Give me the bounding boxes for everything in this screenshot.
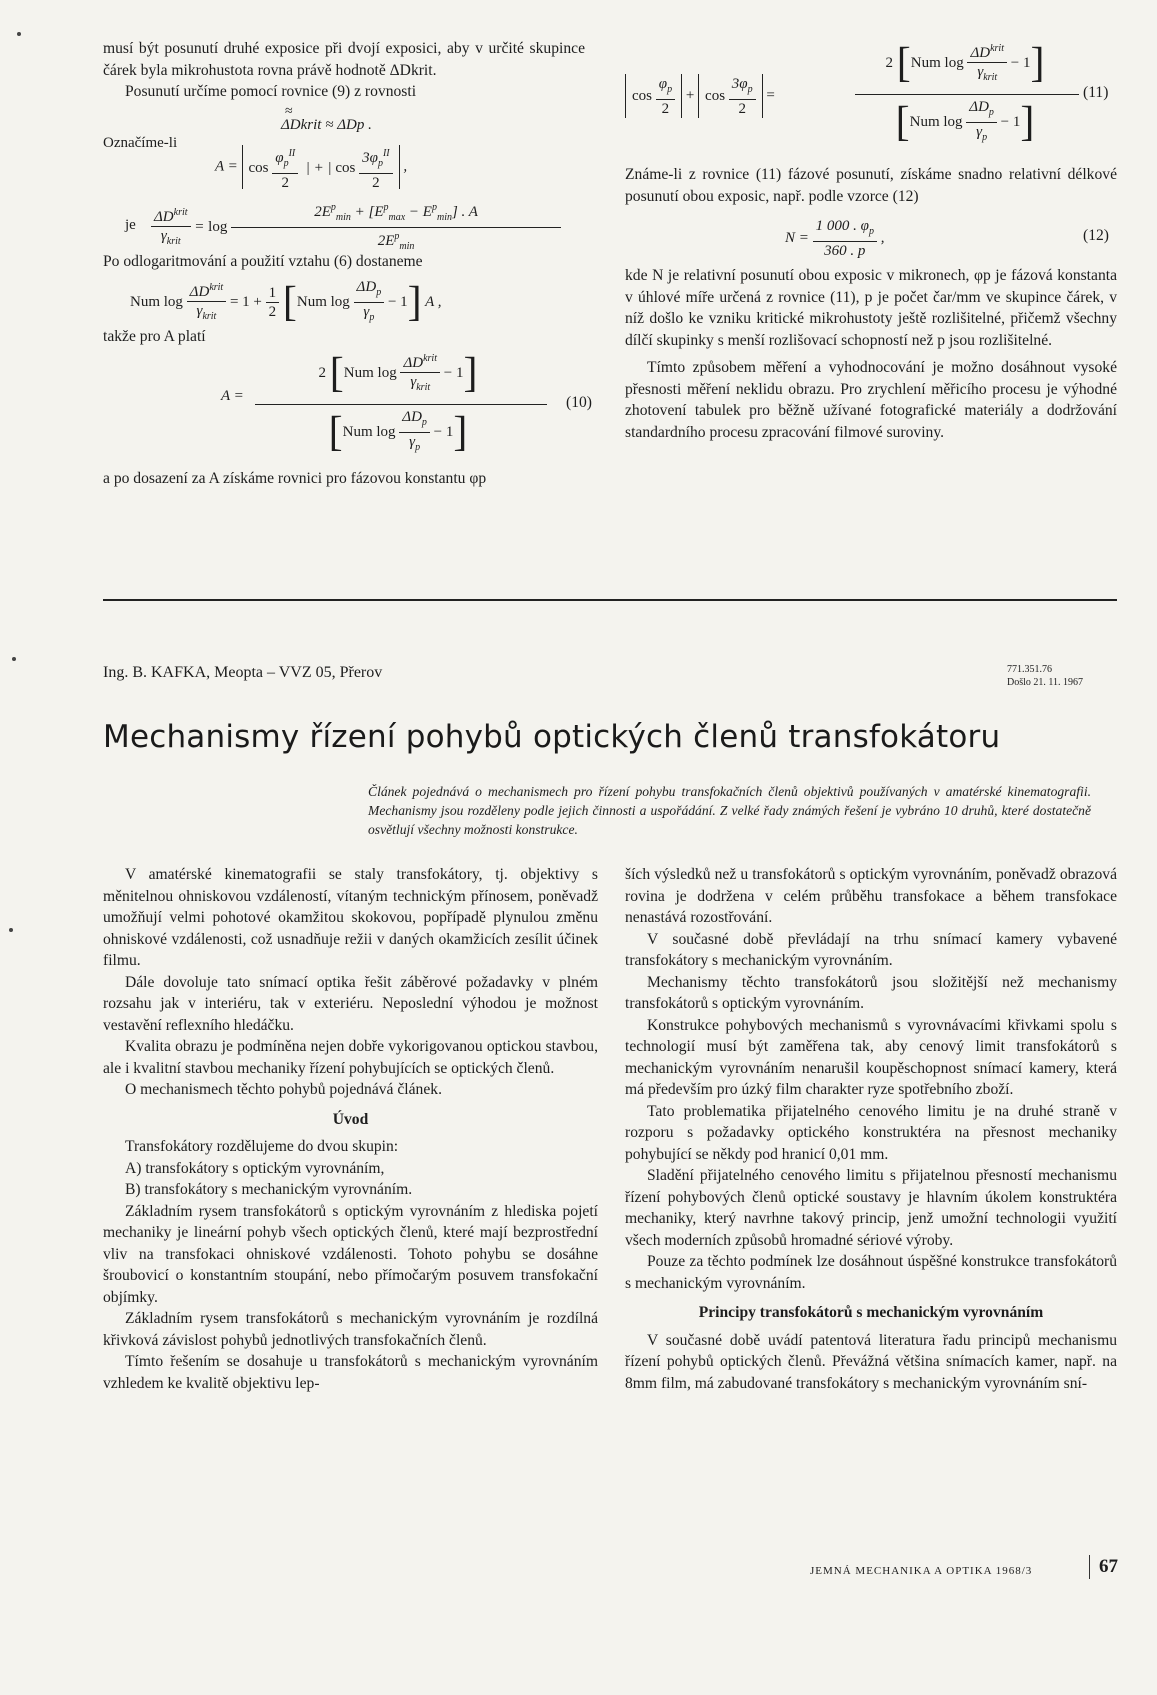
paragraph: Tímto řešením se dosahuje u transfokátorů s mechanickým vyrovnáním vzhledem ke kvalitě objektivu lep-: [103, 1353, 598, 1392]
binding-mark: [12, 657, 16, 661]
footer-separator: [1089, 1555, 1090, 1579]
paragraph: Tímto způsobem měření a vyhodnocování je možno dosáhnout vysoké přesnosti měření neklidu obrazu. Pro zrychlení měřicího procesu je výhodné zhotovení tabulek pro běžně užívané fotografické materiály a dodržování standardního procesu zpracování filmové suroviny.: [625, 359, 1117, 441]
label-oznacime: Označíme-li: [103, 134, 178, 151]
paragraph: V současné době převládají na trhu snímací kamery vybavené transfokátory s mechanickým vyrovnáním.: [625, 930, 1117, 969]
paragraph: Tato problematika přijatelného cenového limitu je na druhé straně v rozporu s požadavky optického konstruktéra na přesnost mechaniky pohybující se někdy pod hranicí 0,01 mm.: [625, 1102, 1117, 1163]
author-byline: Ing. B. KAFKA, Meopta – VVZ 05, Přerov: [103, 664, 383, 681]
paragraph: Známe-li z rovnice (11) fázové posunutí, získáme snadno relativní délkové posunutí obou exposic, např. podle vzorce (12): [625, 166, 1117, 205]
page-number: 67: [1099, 1556, 1118, 1577]
paragraph: Posunutí určíme pomocí rovnice (9) z rovnosti: [125, 83, 417, 100]
paragraph: Pouze za těchto podmínek lze dosáhnout úspěšné konstrukce transfokátorů s mechanickým vyrovnáním.: [625, 1253, 1117, 1292]
list-item: B) transfokátory s mechanickým vyrovnáním.: [125, 1181, 413, 1198]
article-abstract: Článek pojednává o mechanismech pro řízení pohybu transfokačních členů objektivů používaných v amatérské kinematografii. Mechanismy jsou rozděleny podle jejich činnosti a uspořádání. Z velké řady známých řešení je vybráno 10 druhů, které dostatečně osvětlují všechny možnosti konstrukce.: [368, 784, 1091, 837]
label-je: je: [125, 216, 136, 233]
paragraph: Mechanismy těchto transfokátorů jsou složitější než mechanismy transfokátorů s optickým vyrovnáním.: [625, 973, 1117, 1012]
udc-code: 771.351.76: [1007, 664, 1052, 675]
equation-11: cos $\frac{\varphi_p}{2}$ + cos $\frac{3\varphi_p}{2}$ = 2 [Num log $\frac{\Delta D^{krit}}{\gamma_{krit}}$ − 1] [Num log $\frac{\Delta D_p}{\gamma_p}$ − 1] (11): [625, 38, 1117, 156]
equation-10: A = 2 [Num log $\frac{\Delta D^{krit}}{\gamma_{krit}}$ − 1] [Num log $\frac{\Delta D_p}{\gamma_p}$ − 1] (10): [221, 350, 592, 455]
paragraph: musí být posunutí druhé exposice při dvojí exposici, aby v určité skupince čárek byla mikrohustota rovna právě hodnotě ΔDkrit.: [103, 40, 585, 79]
bottom-right-column: [625, 864, 1117, 1394]
equation-delta-D: je $\frac{\Delta D^{krit}}{\gamma_{krit}}$ = log $\frac{2E^p_{min} + [E^p_{max} - E^p_{min}] . A}{2E^p_{min}}$: [103, 199, 585, 251]
paragraph: Sladění přijatelného cenového limitu s přijatelnou přesností mechanismu řízení pohybových členů optické soustavy je hlavním úkolem konstruktéra mechaniky, který navrhne takový princip, jenž umožní technologii využití všech moderních způsobů hromadné sériové výroby.: [625, 1167, 1117, 1249]
section-heading: Úvod: [332, 1110, 369, 1128]
binding-mark: [17, 32, 21, 36]
equation-number: (11): [1083, 84, 1109, 101]
equation-approx: ≈ ΔDkrit ≈ ΔDp .: [281, 103, 372, 133]
classification-and-date: [1007, 663, 1083, 689]
paragraph: Kvalita obrazu je podmíněna nejen dobře vykorigovanou optickou stavbou, ale i kvalitní stavbou mechaniky řízení pohybujících se optických členů.: [103, 1038, 598, 1077]
paragraph: V amatérské kinematografii se staly transfokátory, tj. objektivy s měnitelnou ohniskovou vzdáleností, vítaným technickým přínosem, poněvadž umožňují velmi pohotové okamžitou skokovou, popřípadě plynulou změnu ohniskové vzdálenosti, což usnadňuje režii v daných okamžicích zesílit účinek filmu.: [103, 866, 598, 969]
top-right-column: [625, 38, 1117, 443]
journal-footer: JEMNÁ MECHANIKA A OPTIKA 1968/3: [810, 1565, 1033, 1577]
bottom-left-column: [103, 864, 598, 1394]
binding-mark: [9, 928, 13, 932]
paragraph: Transfokátory rozdělujeme do dvou skupin:: [125, 1138, 399, 1155]
paragraph: Po odlogaritmování a použití vztahu (6) dostaneme: [103, 252, 423, 270]
equation-number: (12): [1083, 227, 1109, 244]
paragraph: Základním rysem transfokátorů s optickým vyrovnáním z hlediska pojetí mechaniky je lineární pohyb všech optických členů, které mají bezprostřední vliv na transfokaci ohniskové vzdálenosti. Tohoto pohybu se dosáhne šroubovicí o konstantním stoupání, nebo přímočarým posuvem transfokační objímky.: [103, 1202, 598, 1306]
paragraph: V současné době uvádí patentová literatura řadu principů mechanismu řízení pohybů optických členů. Převážná většina snímacích kamer, např. na 8mm film, má zabudované transfokátory s mechanickým vyrovnáním sní-: [625, 1331, 1117, 1392]
equation-number: (10): [566, 393, 592, 411]
paragraph: ších výsledků než u transfokátorů s optickým vyrovnáním, poněvadž obrazová rovina je dodržena v celém průběhu transfokace a během transfokace nenastává rozostřování.: [625, 866, 1117, 926]
list-item: A) transfokátory s optickým vyrovnáním,: [125, 1159, 385, 1177]
article-title: Mechanismy řízení pohybů optických členů transfokátoru: [103, 719, 1001, 755]
paragraph: Konstrukce pohybových mechanismů s vyrovnávacími křivkami spolu s technologií musí být zaměřena tak, aby cenový limit transfokátorů s mechanickým vyrovnáním nenarušil koupěschopnost snímací kamery, která má především pro úzký film charakter ryze spotřebního zboží.: [625, 1016, 1117, 1098]
section-divider: [103, 599, 1117, 601]
paragraph: takže pro A platí: [103, 328, 206, 345]
paragraph: Základním rysem transfokátorů s mechanickým vyrovnáním je rozdílná křivková závislost pohybů jednotlivých transfokačních členů.: [103, 1310, 598, 1349]
received-date: Došlo 21. 11. 1967: [1007, 677, 1084, 688]
paragraph: Dále dovoluje tato snímací optika řešit záběrové požadavky v plném rozsahu jak v interiéru, tak v exteriéru. Neposlední výhodou je možnost vestavění reflexního hledáčku.: [103, 973, 598, 1034]
paragraph: O mechanismech těchto pohybů pojednává článek.: [125, 1081, 442, 1098]
equation-A: Označíme-li A = cos $\frac{\varphi_p^{II}}{2}$ | + | cos $\frac{3\varphi_p^{II}}{2}$ ,: [103, 134, 408, 191]
paragraph: a po dosazení za A získáme rovnici pro fázovou konstantu φp: [103, 469, 487, 487]
equation-12: N = $\frac{1 000 . \varphi_p}{360 . p}$ , (12): [785, 218, 1109, 259]
paragraph: kde N je relativní posunutí obou exposic v mikronech, φp je fázová konstanta v úhlové míře určená z rovnice (11), p je počet čar/mm ve skupince čárek, v níž došlo ke vzniku kritické mikrohustoty ještě rozlišitelné, přičemž všechny dílčí skupinky s menší rozlišovací schopností než p jsou rozlišitelné.: [625, 267, 1117, 349]
section-heading: Principy transfokátorů s mechanickým vyrovnáním: [698, 1304, 1044, 1321]
equation-num-log: Num log $\frac{\Delta D^{krit}}{\gamma_{krit}}$ = 1 + $\frac{1}{2}$ [Num log $\frac{\Delta D_p}{\gamma_p}$ − 1] A ,: [130, 279, 442, 326]
top-left-column: [103, 38, 592, 489]
